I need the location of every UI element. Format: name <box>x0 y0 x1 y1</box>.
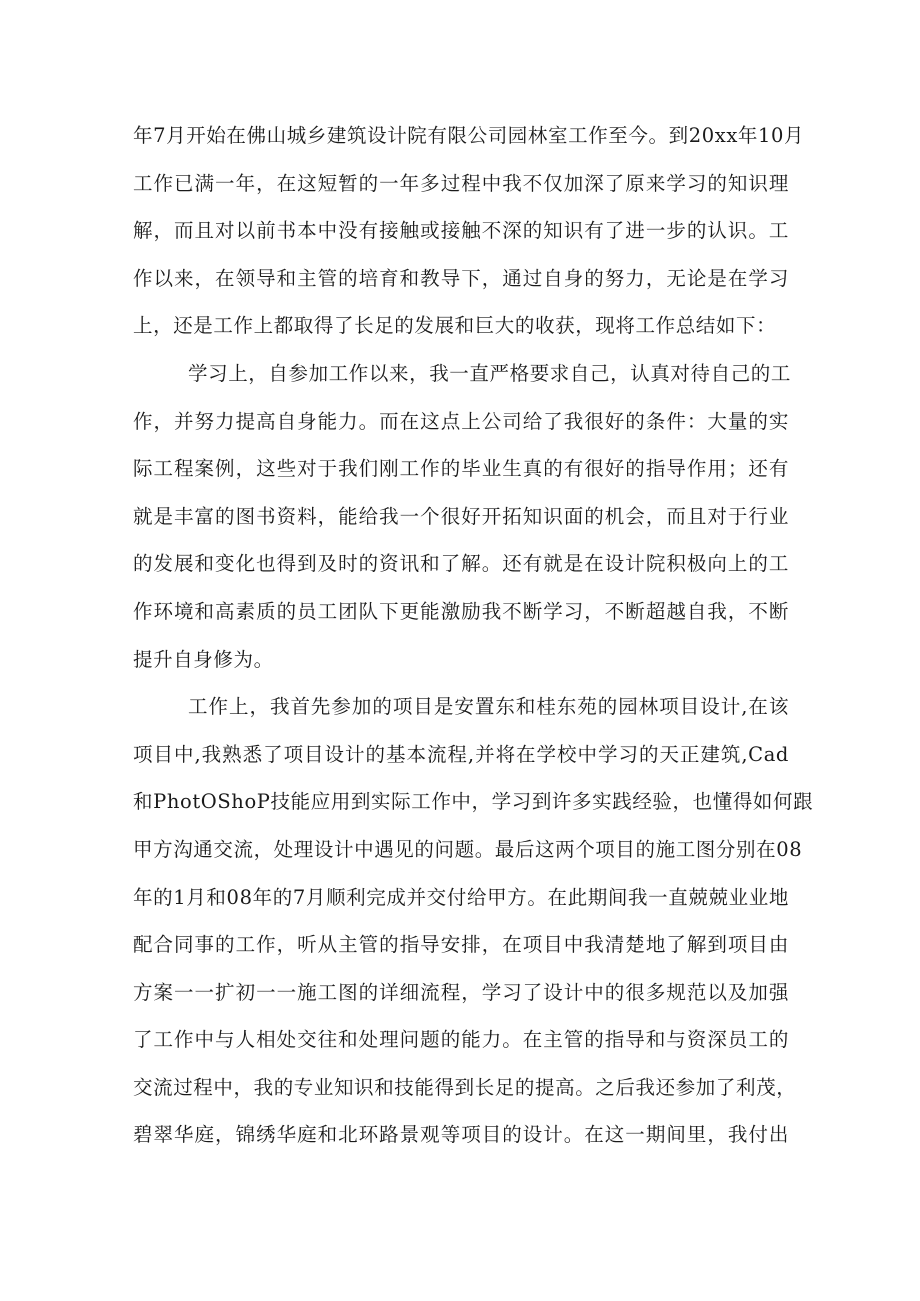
text-line: 际工程案例，这些对于我们刚工作的毕业生真的有很好的指导作用；还有 <box>133 457 789 481</box>
text-line: 配合同事的工作，听从主管的指导安排，在项目中我清楚地了解到项目由 <box>133 933 789 957</box>
paragraph-work <box>133 683 814 1159</box>
text-line: 甲方沟通交流，处理设计中遇见的问题。最后这两个项目的施工图分别在08 <box>133 837 803 861</box>
text-line: 学习上，自参加工作以来，我一直严格要求自己，认真对待自己的工 <box>188 361 792 385</box>
text-line: 年7月开始在佛山城乡建筑设计院有限公司园林室工作至今。到20xx年10月 <box>133 124 805 147</box>
text-line: 上，还是工作上都取得了长足的发展和巨大的收获，现将工作总结如下： <box>133 314 777 338</box>
text-line: 的发展和变化也得到及时的资讯和了解。还有就是在设计院积极向上的工 <box>133 552 789 576</box>
text-line: 作以来，在领导和主管的培育和教导下，通过自身的努力，无论是在学习 <box>133 266 789 290</box>
text-line: 提升自身修为。 <box>133 647 274 671</box>
text-line: 年的1月和08年的7月顺利完成并交付给甲方。在此期间我一直兢兢业业地 <box>133 885 789 909</box>
text-line: 工作已满一年，在这短暂的一年多过程中我不仅加深了原来学习的知识理 <box>133 171 789 195</box>
text-line: 解，而且对以前书本中没有接触或接触不深的知识有了进一步的认识。工 <box>133 219 789 243</box>
text-line: 方案一一扩初一一施工图的详细流程，学习了设计中的很多规范以及加强 <box>133 980 789 1004</box>
text-line: 项目中,我熟悉了项目设计的基本流程,并将在学校中学习的天正建筑,Cad <box>133 742 789 766</box>
text-line: 交流过程中，我的专业知识和技能得到长足的提高。之后我还参加了利茂， <box>133 1075 797 1099</box>
paragraph-study <box>133 350 792 683</box>
text-line: 了工作中与人相处交往和处理问题的能力。在主管的指导和与资深员工的 <box>133 1028 789 1052</box>
paragraph-intro <box>133 112 805 350</box>
text-line: 和PhotOShoP技能应用到实际工作中，学习到许多实践经验，也懂得如何跟 <box>133 790 814 814</box>
text-line: 碧翠华庭，锦绣华庭和北环路景观等项目的设计。在这一期间里，我付出 <box>133 1123 789 1147</box>
text-line: 作环境和高素质的员工团队下更能激励我不断学习，不断超越自我，不断 <box>133 599 789 623</box>
text-line: 工作上，我首先参加的项目是安置东和桂东苑的园林项目设计,在该 <box>188 695 789 719</box>
text-line: 就是丰富的图书资料，能给我一个很好开拓知识面的机会，而且对于行业 <box>133 504 789 528</box>
text-line: 作，并努力提高自身能力。而在这点上公司给了我很好的条件：大量的实 <box>133 409 789 433</box>
document-body <box>133 112 814 1159</box>
